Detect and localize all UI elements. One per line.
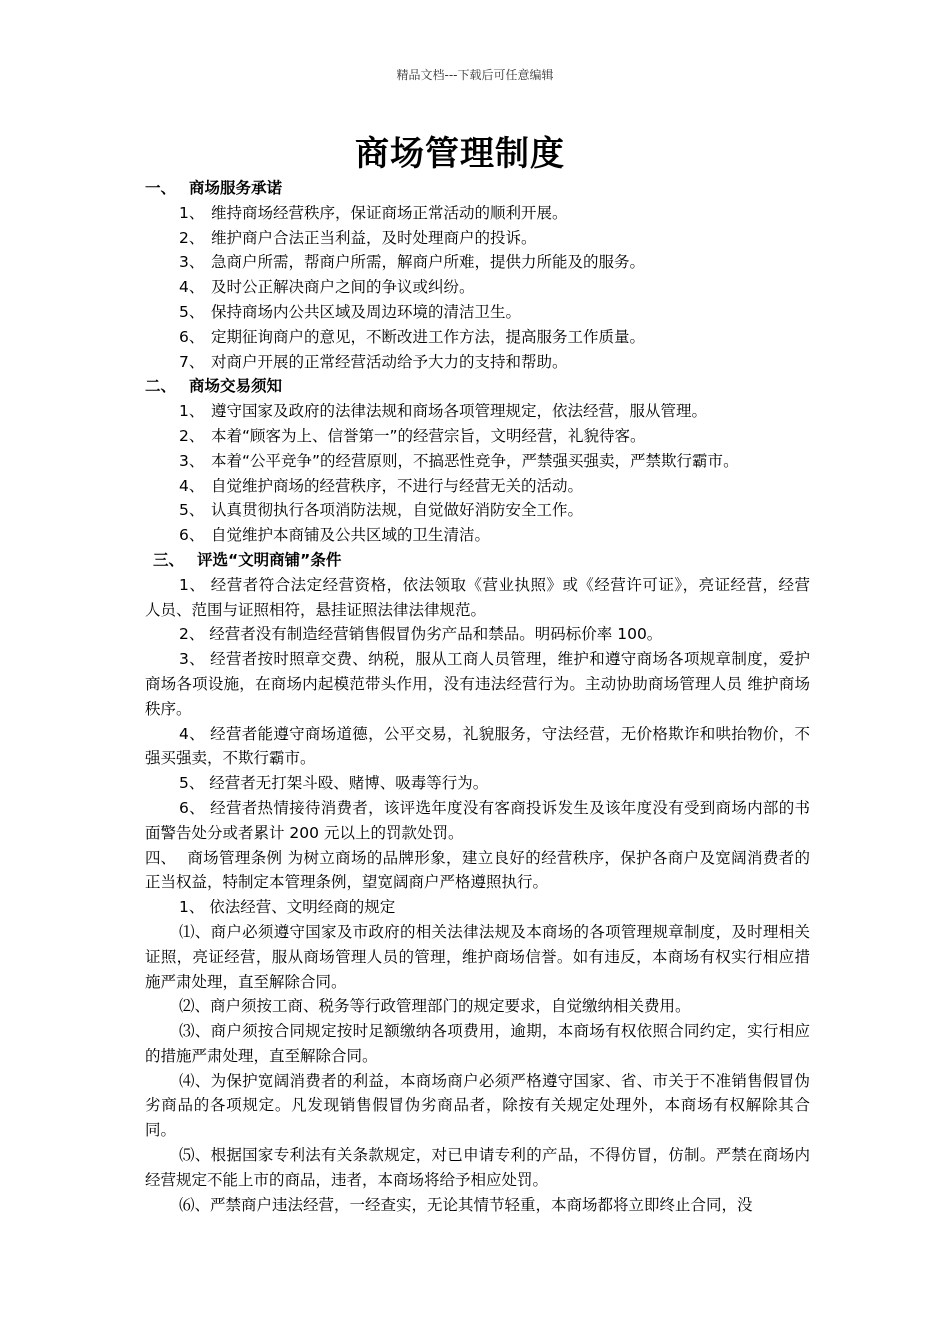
item-text: 维持商场经营秩序，保证商场正常活动的顺利开展。 (211, 203, 568, 222)
list-item (145, 350, 810, 375)
paragraph: ⑶、商户须按合同规定按时足额缴纳各项费用，逾期，本商场有权依照合同约定，实行相应的措施严肃处理，直至解除合同。 (145, 1022, 810, 1065)
paragraph: ⑴、商户必须遵守国家及市政府的相关法律法规及本商场的各项管理规章制度，及时理相关证照，亮证经营，服从商场管理人员的管理，维护商场信誉。如有违反，本商场有权实行相应措施严肃处理，直至解除合同。 (145, 922, 810, 991)
item-text: 本着“顾客为上、信誉第一”的经营宗旨，文明经营，礼貌待客。 (211, 426, 646, 445)
list-item (145, 300, 810, 325)
item-text: 自觉维护本商铺及公共区域的卫生清洁。 (211, 526, 491, 545)
item-text: 认真贯彻执行各项消防法规，自觉做好消防安全工作。 (211, 501, 584, 520)
list-item (145, 474, 810, 499)
paragraph: ⑹、严禁商户违法经营，一经查实，无论其情节轻重，本商场都将立即终止合同，没 (179, 1195, 753, 1214)
paragraph: 2、 经营者没有制造经营销售假冒伪劣产品和禁品。明码标价率 100。 (179, 625, 663, 644)
item-text: 急商户所需，帮商户所需，解商户所难，提供力所能及的服务。 (211, 253, 646, 272)
sub-heading: 1、 依法经营、文明经商的规定 (179, 898, 396, 917)
section-intro-text: 商场管理条例 为树立商场的品牌形象，建立良好的经营秩序，保护各商户及宽阔消费者的正当权益，特制定本管理条例，望宽阔商户严格遵照执行。 (145, 848, 810, 892)
section-heading (145, 548, 810, 573)
item-text: 遵守国家及政府的法律法规和商场各项管理规定，依法经营，服从管理。 (211, 402, 708, 421)
item-number: 5、 (179, 501, 205, 520)
item-text: 维护商户合法正当利益，及时处理商户的投诉。 (211, 228, 537, 247)
item-text: 及时公正解决商户之间的争议或纠纷。 (211, 278, 475, 297)
item-number: 3、 (179, 253, 205, 272)
item-text: 对商户开展的正常经营活动给予大力的支持和帮助。 (211, 352, 568, 371)
section-intro (145, 846, 810, 896)
list-item (145, 399, 810, 424)
section-heading (145, 176, 810, 201)
section-number: 一、 (145, 179, 177, 197)
list-item (145, 498, 810, 523)
paragraph: 4、 经营者能遵守商场道德，公平交易，礼貌服务，守法经营，无价格欺诈和哄抬物价，不 强买强卖，不欺行霸市。 (145, 724, 810, 768)
section-title: 商场服务承诺 (189, 179, 283, 197)
item-text: 定期征询商户的意见，不断改进工作方法，提高服务工作质量。 (211, 327, 646, 346)
list-item (145, 226, 810, 251)
section-title: 商场交易须知 (189, 377, 283, 396)
paragraph: 1、 经营者符合法定经营资格，依法领取《营业执照》或《经营许可证》，亮证经营，经营 人员、范围与证照相符，悬挂证照法律法律规范。 (145, 575, 810, 619)
item-text: 保持商场内公共区域及周边环境的清洁卫生。 (211, 302, 522, 321)
paragraph: ⑷、为保护宽阔消费者的利益，本商场商户必须严格遵守国家、省、市关于不准销售假冒伪劣商品的各项规定。凡发现销售假冒伪劣商品者，除按有关规定处理外，本商场有权解除其合同。 (145, 1071, 810, 1140)
section-heading (145, 374, 810, 399)
item-text: 本着“公平竞争”的经营原则，不搞恶性竞争，严禁强买强卖，严禁欺行霸市。 (211, 451, 739, 470)
list-item (145, 201, 810, 226)
document-title: 商场管理制度 (355, 134, 565, 174)
paragraph: ⑸、根据国家专利法有关条款规定，对已申请专利的产品，不得仿冒，仿制。严禁在商场内经营规定不能上市的商品，违者，本商场将给予相应处罚。 (145, 1146, 810, 1189)
list-item (145, 523, 810, 548)
document-body (145, 176, 810, 1217)
list-item (145, 449, 810, 474)
item-number: 1、 (179, 203, 205, 222)
paragraph: 6、 经营者热情接待消费者，该评选年度没有客商投诉发生及该年度没有受到商场内部的书 面警告处分或者累计 200 元以上的罚款处罚。 (145, 798, 810, 842)
list-item (145, 325, 810, 350)
section-number: 二、 (145, 377, 177, 396)
section-number: 四、 (145, 848, 177, 867)
item-number: 3、 (179, 451, 205, 470)
paragraph: 3、 经营者按时照章交费、纳税，服从工商人员管理，维护和遵守商场各项规章制度，爱护 商场各项设施，在商场内起模范带头作用，没有违法经营行为。主动协助商场管理人员 维护商场秩序。 (145, 650, 810, 718)
list-item (145, 275, 810, 300)
section-number: 三、 (153, 550, 185, 569)
list-item (145, 250, 810, 275)
item-number: 7、 (179, 352, 205, 371)
paragraph: 5、 经营者无打架斗殴、赌博、吸毒等行为。 (179, 774, 489, 793)
item-number: 6、 (179, 327, 205, 346)
item-number: 6、 (179, 526, 205, 545)
item-number: 4、 (179, 278, 205, 297)
list-item (145, 424, 810, 449)
item-number: 1、 (179, 402, 205, 421)
item-number: 2、 (179, 228, 205, 247)
item-number: 5、 (179, 302, 205, 321)
item-number: 4、 (179, 476, 205, 495)
section-title: 评选“文明商铺”条件 (197, 550, 342, 569)
paragraph: ⑵、商户须按工商、税务等行政管理部门的规定要求，自觉缴纳相关费用。 (179, 997, 691, 1016)
item-text: 自觉维护商场的经营秩序，不进行与经营无关的活动。 (211, 476, 584, 495)
header-note: 精品文档---下载后可任意编辑 (396, 68, 554, 82)
item-number: 2、 (179, 426, 205, 445)
